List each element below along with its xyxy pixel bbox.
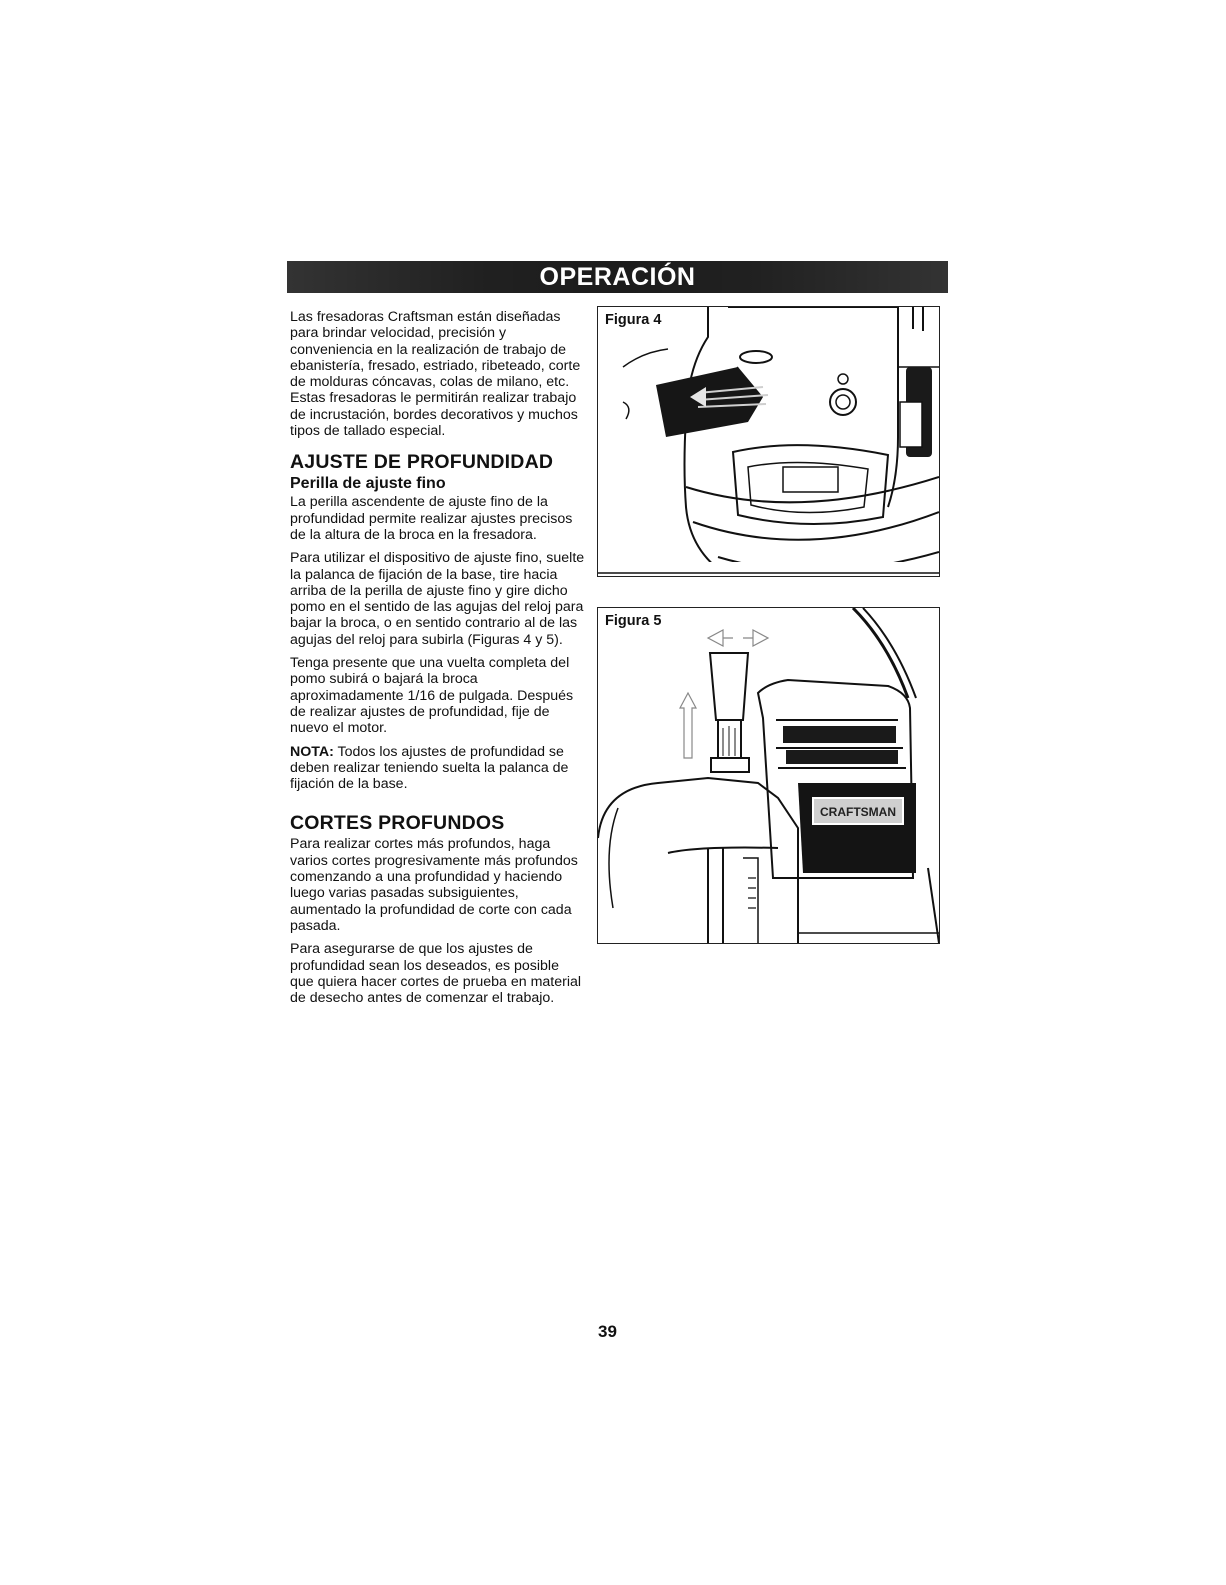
section-title: OPERACIÓN — [539, 262, 696, 291]
figure-4-illustration — [598, 307, 939, 576]
paragraph-fine-adjust-3: Tenga presente que una vuelta completa del pomo subirá o bajará la broca aproximadamente 1/16 de pulgada. Después de realizar ajustes de profundidad, fije de nuevo el motor. — [290, 655, 574, 737]
figure-4-label: Figura 4 — [605, 312, 662, 328]
paragraph-fine-adjust-1: La perilla ascendente de ajuste fino de la profundidad permite realizar ajustes precisos de la altura de la broca en la fresadora. — [290, 494, 573, 543]
note-paragraph — [290, 744, 586, 793]
figure-5-label: Figura 5 — [605, 613, 662, 629]
figure-4 — [597, 306, 940, 577]
page-number: 39 — [598, 1322, 617, 1341]
subheading-fine-adjust: Perilla de ajuste fino — [290, 475, 446, 493]
section-banner — [287, 261, 948, 293]
figure-5 — [597, 607, 940, 944]
text-column — [290, 309, 586, 1013]
paragraph-fine-adjust-2: Para utilizar el dispositivo de ajuste fino, suelte la palanca de fijación de la base, tire hacia arriba de la perilla de ajuste fino y gire dicho pomo en el sentido de las agujas del reloj para bajar la broca, o en sentido contrario al de las agujas del reloj para subirla (Figuras 4 y 5). — [290, 550, 585, 648]
paragraph-deep-cuts-1: Para realizar cortes más profundos, haga varios cortes progresivamente más profundos comenzando a una profundidad y haciendo luego varias pasadas subsiguientes, aumentado la profundidad de corte con cada pasada. — [290, 836, 578, 934]
note-text: Todos los ajustes de profundidad se deben realizar teniendo suelta la palanca de fijación de la base. — [290, 743, 569, 793]
intro-paragraph: Las fresadoras Craftsman están diseñadas para brindar velocidad, precisión y conveniencia en la realización de trabajo de ebanistería, fresado, estriado, ribeteado, corte de molduras cóncavas, colas de milano, etc. Estas fresadoras le permitirán realizar trabajo de incrustación, bordes decorativos y muchos tipos de tallado especial. — [290, 309, 581, 440]
note-label: NOTA: — [290, 743, 334, 760]
figure-5-illustration — [598, 608, 939, 943]
brand-plate-text: CRAFTSMAN — [820, 805, 896, 819]
paragraph-deep-cuts-2: Para asegurarse de que los ajustes de profundidad sean los deseados, es posible que quiera hacer cortes de prueba en material de desecho antes de comenzar el trabajo. — [290, 941, 582, 1007]
heading-deep-cuts: CORTES PROFUNDOS — [290, 812, 505, 835]
heading-depth-adjustment: AJUSTE DE PROFUNDIDAD — [290, 451, 554, 474]
